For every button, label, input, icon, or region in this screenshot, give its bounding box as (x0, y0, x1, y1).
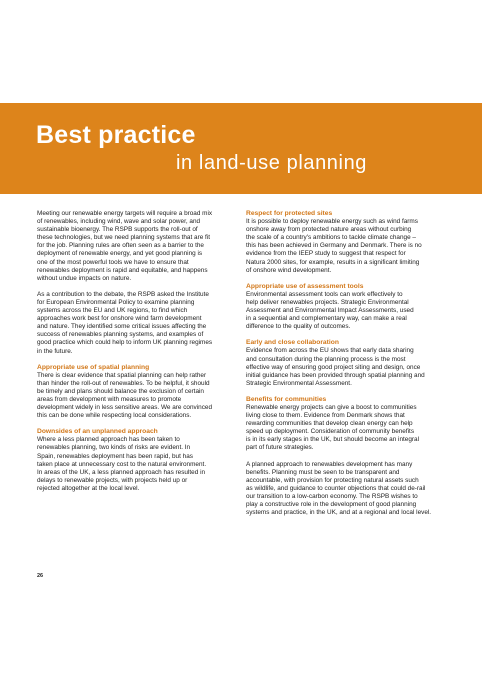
text-line: taken place at unnecessary cost to the natural environment. (37, 460, 207, 468)
text-line: delays to renewable projects, with projects held up or (37, 476, 188, 484)
text-line: than hinder the roll-out of renewables. To be helpful, it should (37, 379, 210, 387)
text-line: in a sequential and complementary way, can make a real (246, 315, 407, 323)
text-line: There is clear evidence that spatial planning can help rather (37, 371, 207, 379)
text-line: As a contribution to the debate, the RSPB asked the Institute (37, 290, 209, 298)
text-line: Assessment and Environmental Impact Assessments, used (246, 307, 414, 315)
text-line: living close to them. Evidence from Denmark shows that (246, 412, 405, 420)
text-line: Meeting our renewable energy targets will require a broad mix (37, 210, 213, 217)
text-line: systems across the EU and UK regions, to find which (37, 307, 188, 315)
text-line: renewables deployment is rapid and equitable, and happens (37, 266, 208, 274)
page-title: Best practice (36, 121, 196, 149)
text-line: development widely in less sensitive areas. We are convinced (37, 404, 213, 412)
text-line: Renewable energy projects can give a boost to communities (246, 403, 417, 411)
text-line: Natura 2000 sites, for example, results in a significant limiting (246, 258, 420, 266)
text-line: difference to the quality of outcomes. (246, 323, 351, 331)
text-line: Spain, renewables deployment has been rapid, but has (37, 452, 193, 460)
text-line: Where a less planned approach has been taken to (37, 436, 180, 444)
text-line: for European Environmental Policy to examine planning (37, 298, 195, 306)
text-line: Strategic Environmental Assessment. (246, 379, 352, 387)
text-line: It is possible to deploy renewable energy such as wind farms (246, 218, 418, 226)
text-line: as wildlife, and guidance to counter objections that could de-rail (246, 484, 426, 492)
closing-paragraph (246, 461, 446, 518)
section-heading-collaboration: Early and close collaboration (246, 339, 339, 347)
section-body-community-benefits (246, 404, 446, 453)
page-subtitle: in land-use planning (176, 152, 368, 174)
text-line: of onshore wind development. (246, 266, 332, 274)
text-line: part of future strategies. (246, 444, 314, 452)
text-line: benefits. Planning must be seen to be transparent and (246, 468, 400, 476)
section-heading-spatial-planning: Appropriate use of spatial planning (37, 363, 150, 371)
section-body-collaboration (246, 347, 446, 387)
text-line: Environmental assessment tools can work effectively to (246, 290, 403, 298)
text-line: In areas of the UK, a less planned approach has resulted in (37, 468, 206, 476)
text-line: effective way of ensuring good project siting and design, once (246, 363, 421, 371)
text-line: A planned approach to renewables development has many (246, 460, 413, 468)
text-line: these technologies, but we need planning systems that are fit (37, 234, 211, 242)
text-line: help deliver renewables projects. Strategic Environmental (246, 298, 409, 306)
text-line: this can be done while respecting local considerations. (37, 412, 192, 420)
text-line: speed up deployment. Consideration of community benefits (246, 428, 415, 436)
page-number: 26 (37, 573, 44, 579)
section-body-protected-sites (246, 218, 446, 275)
section-body-spatial-planning (37, 372, 232, 421)
text-line: rejected altogether at the local level. (37, 484, 140, 492)
contribution-paragraph (37, 291, 232, 356)
section-body-unplanned-approach (37, 436, 232, 493)
text-line: Evidence from across the EU shows that early data sharing (246, 347, 414, 355)
text-line: deployment of renewable energy, and yet good planning is (37, 250, 203, 258)
section-heading-community-benefits: Benefits for communities (246, 395, 327, 403)
section-heading-assessment-tools: Appropriate use of assessment tools (246, 282, 364, 290)
text-line: systems and practice, in the UK, and at a regional and local level. (246, 509, 432, 517)
text-line: is in its early stages in the UK, but should become an integral (246, 436, 419, 444)
text-line: of renewables, including wind, wave and solar power, and (37, 218, 201, 226)
text-line: areas from development with measures to promote (37, 395, 182, 403)
section-heading-unplanned-approach: Downsides of an unplanned approach (37, 428, 158, 436)
text-line: onshore away from protected nature areas without curbing (246, 226, 412, 234)
text-line: for the job. Planning rules are often seen as a barrier to the (37, 242, 204, 250)
text-line: evidence from the IEEP study to suggest that respect for (246, 250, 406, 258)
text-line: without undue impacts on nature. (37, 274, 132, 282)
intro-paragraph (37, 210, 232, 283)
text-line: accountable, with provision for protecting natural assets such (246, 476, 419, 484)
text-line: sustainable bioenergy. The RSPB supports the roll-out of (37, 226, 198, 234)
text-line: rewarding communities that develop clean energy can help (246, 420, 413, 428)
text-line: this has been achieved in Germany and Denmark. There is no (246, 242, 422, 250)
right-column (246, 210, 446, 525)
text-line: in the future. (37, 347, 73, 355)
text-line: one of the most powerful tools we have to ensure that (37, 258, 189, 266)
text-line: play a constructive role in the development of good planning (246, 501, 417, 508)
text-line: be timely and plans should balance the exclusion of certain (37, 387, 204, 395)
text-line: good practice which could help to inform UK planning regimes (37, 339, 213, 347)
section-heading-protected-sites: Respect for protected sites (246, 210, 333, 217)
text-line: approaches work best for onshore wind farm development (37, 315, 202, 323)
text-line: the scale of a country's ambitions to tackle climate change – (246, 234, 416, 242)
text-line: renewables planning, two kinds of risks are evident. In (37, 444, 191, 452)
text-line: and nature. They identified some critical issues affecting the (37, 323, 207, 331)
text-line: and consultation during the planning process is the most (246, 355, 406, 363)
text-line: initial guidance has been provided through spatial planning and (246, 371, 425, 379)
text-line: success of renewables planning systems, and examples of (37, 331, 204, 339)
left-column (37, 210, 232, 501)
section-body-assessment-tools (246, 291, 446, 331)
text-line: our transition to a low-carbon economy. The RSPB wishes to (246, 492, 418, 500)
